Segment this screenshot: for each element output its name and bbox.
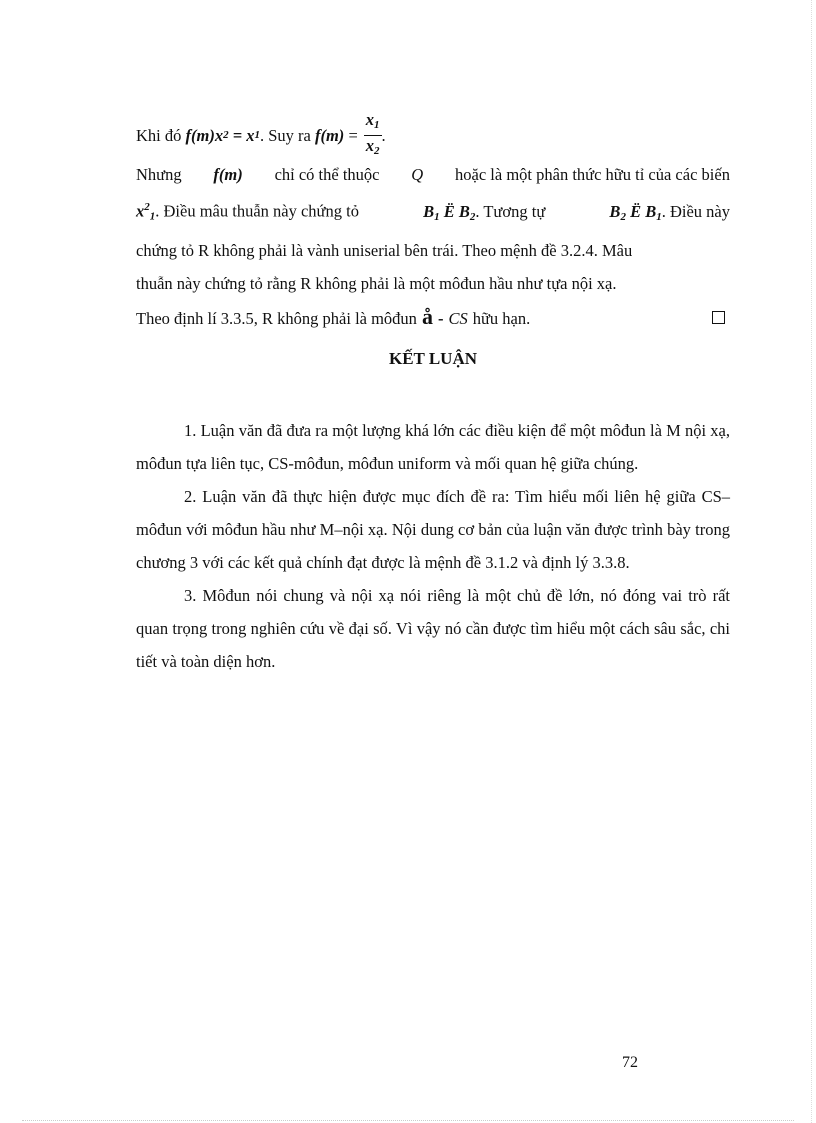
proof-line-4 — [136, 234, 730, 267]
subscript: 2 — [223, 128, 229, 141]
math-f: f — [185, 125, 191, 145]
proof-text — [136, 109, 730, 335]
right-divider — [811, 0, 812, 1123]
fraction — [364, 110, 382, 161]
conclusion-text — [136, 414, 730, 678]
proof-line-6 — [136, 300, 730, 335]
sum-symbol: å — [421, 303, 433, 329]
math-b: B — [423, 201, 435, 221]
proof-line-2 — [136, 158, 730, 191]
text-fragment: . Điều mâu thuẫn này chứng tỏ — [155, 201, 359, 221]
conclusion-paragraph-2: 2. Luận văn đã thực hiện được mục đích đề ra: Tìm hiểu mối liên hệ giữa CS–môđun với môđun hầu như M–nội xạ. Nội dung cơ bản của luận văn được trình bày trong chương 3 với các kết quả chính đạt được là mệnh đề 3.1.2 và định lý 3.3.8. — [136, 487, 730, 572]
conclusion-paragraph-1: 1. Luận văn đã đưa ra một lượng khá lớn các điều kiện để một môđun là M nội xạ, môđun tựa liên tục, CS-môđun, môđun uniform và mối quan hệ giữa chúng. — [136, 421, 730, 473]
math-dash: - — [437, 308, 444, 328]
text-fragment: thuẫn này chứng tỏ rằng R không phải là một môđun hầu như tựa nội xạ. — [136, 273, 617, 293]
fraction-numerator: $x_1$ — [364, 110, 382, 136]
qed-box-icon — [712, 311, 725, 324]
math-x: x — [214, 125, 224, 145]
section-heading: KẾT LUẬN — [388, 349, 477, 368]
math-b: B — [609, 201, 621, 221]
proof-line-1: Khi đó f (m) x 2 = x 1 . Suy ra f(m) = $\frac{x_1}{x_2}$ . — [136, 112, 730, 158]
text-fragment: Khi đó — [136, 125, 182, 145]
math-f: f(m) — [314, 125, 345, 145]
text-fragment: chỉ có thể thuộc — [274, 165, 380, 184]
text-fragment: . Suy ra — [259, 125, 311, 145]
math-cs: CS — [448, 308, 468, 328]
math-eq: = x — [232, 125, 255, 145]
text-fragment: hoặc là một phân thức hữu tỉ của các biến — [455, 165, 730, 184]
text-fragment: . Tương tự — [475, 201, 546, 221]
text-fragment: Theo định lí 3.3.5, R không phải là môđun — [136, 308, 417, 328]
bottom-divider — [22, 1120, 794, 1121]
proof-line-5 — [136, 267, 730, 300]
text-fragment: hữu hạn. — [472, 308, 531, 328]
text-fragment: . Điều này — [661, 201, 730, 221]
page-number: 72 — [622, 1054, 638, 1071]
math-b: B — [458, 201, 470, 221]
math-b: B — [645, 201, 657, 221]
proof-line-3: $x^2_1$. Điều mâu thuẫn này chứng tỏ $B_1$ Ë $B_2$. Tương tự $B_2$ Ë $B_1$. Điều này — [136, 201, 730, 223]
text-fragment: chứng tỏ R không phải là vành uniserial bên trái. Theo mệnh đề 3.2.4. Mâu — [136, 240, 633, 260]
math-eq: = — [348, 125, 358, 145]
conclusion-paragraph-3: 3. Môđun nói chung và nội xạ nói riêng là một chủ đề lớn, nó đóng vai trò rất quan trọng trong nghiên cứu về đại số. Vì vậy nó cần được tìm hiểu một cách sâu sắc, chi tiết và toàn diện hơn. — [136, 586, 730, 671]
text-fragment: Nhưng — [136, 165, 182, 184]
math-relation: Ë — [443, 201, 455, 221]
math-m: (m) — [191, 125, 215, 145]
subscript: 1 — [254, 128, 260, 141]
fraction-denominator: $x_2$ — [365, 135, 380, 157]
math-x: x — [136, 201, 145, 221]
math-f: f(m) — [213, 165, 243, 184]
math-relation: Ë — [630, 201, 642, 221]
math-q: Q — [411, 165, 424, 184]
